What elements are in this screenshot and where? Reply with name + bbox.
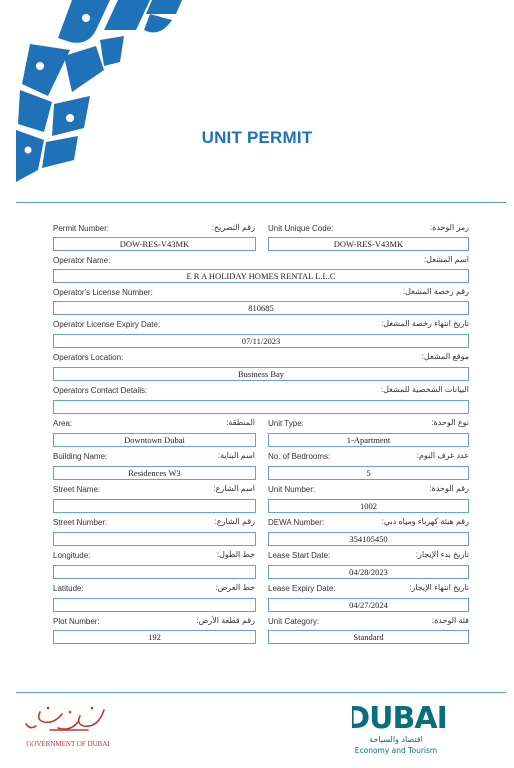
plot-number-field: 192 bbox=[53, 630, 256, 644]
lease-start-label-ar: تاريخ بدء الإيجار: bbox=[415, 550, 469, 559]
latitude-field bbox=[53, 598, 256, 612]
permit-number-label-ar: رقم التصريح: bbox=[211, 223, 255, 232]
lease-start-label: Lease Start Date: bbox=[268, 551, 331, 560]
street-number-field bbox=[53, 532, 256, 546]
brand-dubai-logo bbox=[0, 0, 190, 190]
det-logo-mark bbox=[352, 696, 462, 758]
longitude-label: Longitude: bbox=[53, 551, 91, 560]
government-of-dubai-text: GOVERNMENT OF DUBAI bbox=[26, 740, 110, 748]
dewa-number-label-ar: رقم هيئة كهرباء ومياه دبي: bbox=[381, 517, 469, 526]
det-logo-arabic: اقتصاد والسياحة bbox=[369, 735, 423, 744]
operators-contact-field bbox=[53, 400, 469, 414]
dubai-economy-tourism-logo bbox=[352, 696, 462, 758]
operator-name-label: Operator Name: bbox=[53, 256, 111, 265]
street-name-label-ar: اسم الشارع: bbox=[213, 484, 255, 493]
area-label: Area: bbox=[53, 419, 73, 428]
operators-location-label-ar: موقع المشغل: bbox=[421, 352, 469, 361]
longitude-label-ar: خط الطول: bbox=[216, 550, 255, 559]
unit-type-label-ar: نوع الوحدة: bbox=[431, 418, 469, 427]
operators-contact-label-ar: البيانات الشخصية للمشغل: bbox=[380, 385, 469, 394]
bottom-divider bbox=[16, 692, 506, 693]
det-logo-english: Economy and Tourism bbox=[354, 746, 438, 755]
latitude-label: Latitude: bbox=[53, 584, 84, 593]
dewa-number-field: 354105450 bbox=[268, 532, 469, 546]
lease-expiry-label: Lease Expiry Date: bbox=[268, 584, 336, 593]
operator-license-expiry-label-ar: تاريخ انتهاء رخصة المشغل: bbox=[381, 319, 469, 328]
unit-category-label: Unit Category: bbox=[268, 617, 320, 626]
page-title: UNIT PERMIT bbox=[201, 128, 313, 147]
building-name-field: Residences W3 bbox=[53, 466, 256, 480]
plot-number-label: Plot Number: bbox=[53, 617, 100, 626]
area-label-ar: المنطقة: bbox=[226, 418, 255, 427]
operator-name-label-ar: اسم المشغل: bbox=[423, 255, 469, 264]
unit-unique-code-field: DOW-RES-V43MK bbox=[268, 237, 469, 251]
operator-license-number-label: Operator's License Number: bbox=[53, 288, 153, 297]
bedrooms-label: No. of Bedrooms: bbox=[268, 452, 331, 461]
unit-unique-code-label: Unit Unique Code: bbox=[268, 224, 334, 233]
unit-number-label: Unit Number: bbox=[268, 485, 316, 494]
operators-location-label: Operators Location: bbox=[53, 353, 124, 362]
operators-location-field: Business Bay bbox=[53, 367, 469, 381]
unit-number-label-ar: رقم الوحدة: bbox=[429, 484, 469, 493]
det-logo-word: DUBAI bbox=[352, 701, 447, 736]
operator-license-expiry-field: 07/11/2023 bbox=[53, 334, 469, 348]
lease-expiry-field: 04/27/2024 bbox=[268, 598, 469, 612]
operator-license-number-field: 810685 bbox=[53, 301, 469, 315]
latitude-label-ar: خط العرض: bbox=[215, 583, 255, 592]
building-name-label-ar: اسم البناية: bbox=[217, 451, 255, 460]
operator-name-field: E R A HOLIDAY HOMES RENTAL L.L.C bbox=[53, 269, 469, 283]
permit-number-label: Permit Number: bbox=[53, 224, 110, 233]
street-name-field bbox=[53, 499, 256, 513]
unit-category-label-ar: فئة الوحدة: bbox=[431, 616, 469, 625]
unit-unique-code-label-ar: رمز الوحدة: bbox=[429, 223, 469, 232]
lease-expiry-label-ar: تاريخ انتهاء الإيجار: bbox=[409, 583, 469, 592]
street-number-label-ar: رقم الشارع: bbox=[214, 517, 255, 526]
lease-start-field: 04/28/2023 bbox=[268, 565, 469, 579]
operator-license-number-label-ar: رقم رخصة المشغل: bbox=[402, 287, 469, 296]
bedrooms-field: 5 bbox=[268, 466, 469, 480]
dewa-number-label: DEWA Number: bbox=[268, 518, 325, 527]
top-divider bbox=[16, 202, 506, 203]
operator-license-expiry-label: Operator License Expiry Date: bbox=[53, 320, 161, 329]
unit-category-field: Standard bbox=[268, 630, 469, 644]
plot-number-label-ar: رقم قطعة الأرض: bbox=[196, 616, 255, 625]
government-of-dubai-logo bbox=[18, 700, 118, 752]
permit-number-field: DOW-RES-V43MK bbox=[53, 237, 256, 251]
street-number-label: Street Number: bbox=[53, 518, 108, 527]
unit-type-field: 1-Apartment bbox=[268, 433, 469, 447]
bedrooms-label-ar: عدد غرف النوم: bbox=[416, 451, 469, 460]
unit-type-label: Unit Type: bbox=[268, 419, 304, 428]
operators-contact-label: Operators Contact Details: bbox=[53, 386, 148, 395]
area-field: Downtown Dubai bbox=[53, 433, 256, 447]
street-name-label: Street Name: bbox=[53, 485, 101, 494]
longitude-field bbox=[53, 565, 256, 579]
building-name-label: Building Name: bbox=[53, 452, 108, 461]
unit-number-field: 1002 bbox=[268, 499, 469, 513]
